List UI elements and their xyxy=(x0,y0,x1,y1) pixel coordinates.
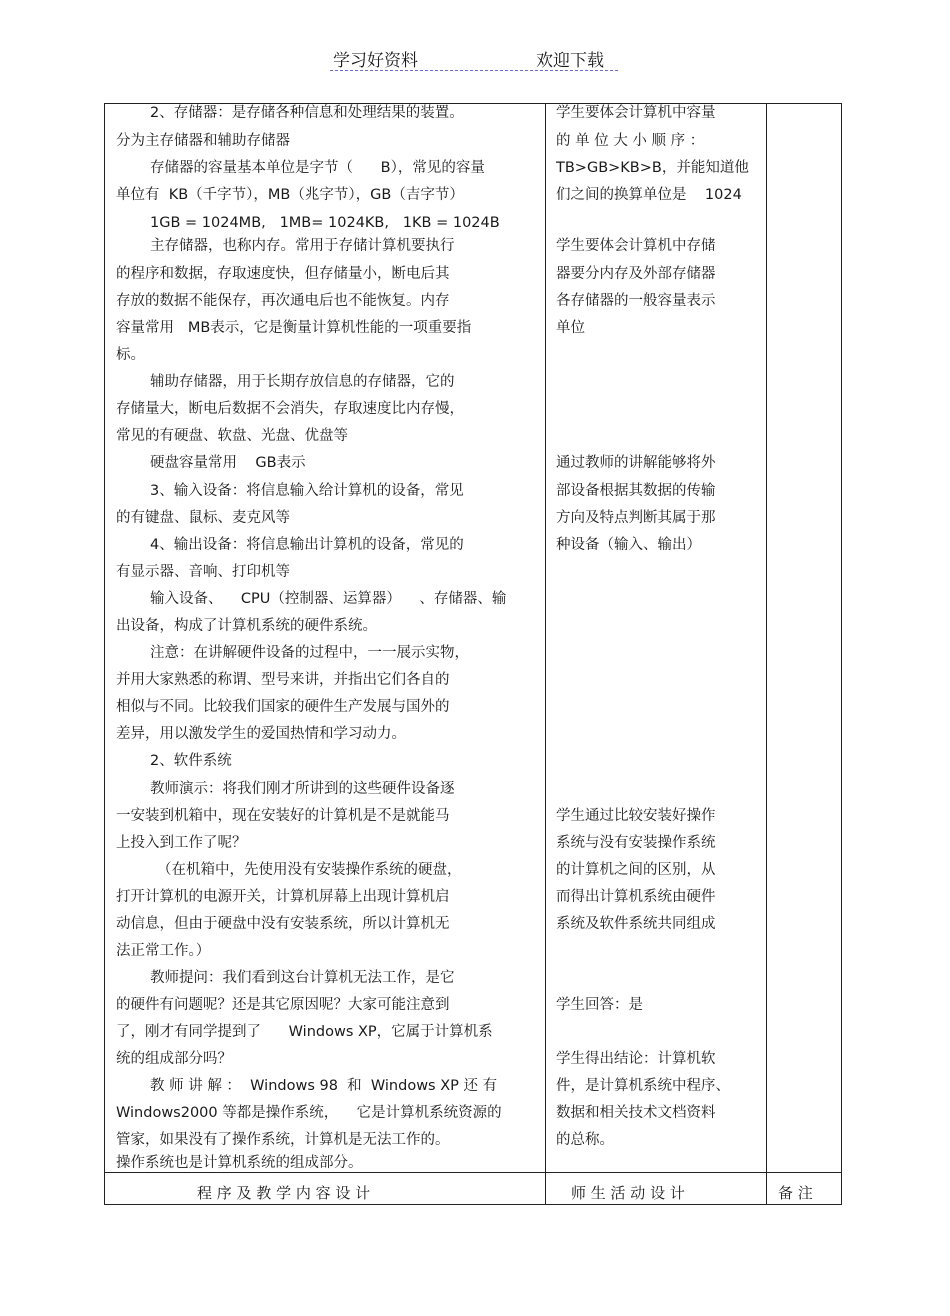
activity-line: TB>GB>KB>B，并能知道他 xyxy=(556,160,749,176)
content-line: 容量常用 MB表示，它是衡量计算机性能的一项重要指 xyxy=(116,320,472,336)
activity-line: 种设备（输入、输出） xyxy=(556,537,701,553)
content-line: 辅助存储器，用于长期存放信息的存储器，它的 xyxy=(150,374,455,390)
content-line: 标。 xyxy=(116,347,145,363)
content-line: 并用大家熟悉的称谓、型号来讲，并指出它们各自的 xyxy=(116,672,450,688)
activity-line: 学生要体会计算机中容量 xyxy=(556,105,716,121)
activity-line: 的总称。 xyxy=(556,1132,614,1148)
content-line: 打开计算机的电源开关，计算机屏幕上出现计算机启 xyxy=(116,889,450,905)
content-line: 常见的有硬盘、软盘、光盘、优盘等 xyxy=(116,428,348,444)
activity-line: 而得出计算机系统由硬件 xyxy=(556,889,716,905)
content-line: 4、输出设备：将信息输出计算机的设备，常见的 xyxy=(150,537,464,553)
content-line: 教师演示：将我们刚才所讲到的这些硬件设备逐 xyxy=(150,781,455,797)
activity-line: 学生通过比较安装好操作 xyxy=(556,808,716,824)
content-line: 操作系统也是计算机系统的组成部分。 xyxy=(116,1155,363,1171)
content-line: 存储量大，断电后数据不会消失，存取速度比内存慢， xyxy=(116,401,464,417)
activity-line: 单位 xyxy=(556,320,585,336)
activity-line: 系统及软件系统共同组成 xyxy=(556,916,716,932)
content-line: 输入设备、 CPU（控制器、运算器） 、存储器、输 xyxy=(150,591,507,607)
content-line: 上投入到工作了呢？ xyxy=(116,835,247,851)
content-line: 2、存储器：是存储各种信息和处理结果的装置。 xyxy=(150,105,464,121)
activity-line: 方向及特点判断其属于那 xyxy=(556,510,716,526)
content-line: （在机箱中，先使用没有安装操作系统的硬盘， xyxy=(157,862,462,878)
activity-line: 学生要体会计算机中存储 xyxy=(556,238,716,254)
header-left-text: 学习好资料 xyxy=(333,51,418,71)
content-line: 主存储器，也称内存。常用于存储计算机要执行 xyxy=(150,238,455,254)
content-line: 的有键盘、鼠标、麦克风等 xyxy=(116,510,290,526)
activity-line: 部设备根据其数据的传输 xyxy=(556,483,716,499)
content-line: 法正常工作。） xyxy=(116,943,211,959)
activity-line: 们之间的换算单位是 1024 xyxy=(556,187,742,203)
content-line: 管家，如果没有了操作系统，计算机是无法工作的。 xyxy=(116,1132,450,1148)
activity-line: 数据和相关技术文档资料 xyxy=(556,1105,716,1121)
content-line: 了，刚才有同学提到了 Windows XP，它属于计算机系 xyxy=(116,1024,493,1040)
content-line: 硬盘容量常用 GB表示 xyxy=(150,455,306,471)
content-line: 的程序和数据，存取速度快，但存储量小，断电后其 xyxy=(116,266,450,282)
content-line: 出设备，构成了计算机系统的硬件系统。 xyxy=(116,618,377,634)
footer-notes-heading: 备 注 xyxy=(778,1184,813,1202)
activity-line: 系统与没有安装操作系统 xyxy=(556,835,716,851)
activity-line: 通过教师的讲解能够将外 xyxy=(556,455,716,471)
content-line: 一安装到机箱中，现在安装好的计算机是不是就能马 xyxy=(116,808,450,824)
content-line: 存储器的容量基本单位是字节（ B），常见的容量 xyxy=(150,160,485,176)
activity-line: 的 单 位 大 小 顺 序 ： xyxy=(556,133,705,149)
content-line: 动信息，但由于硬盘中没有安装系统，所以计算机无 xyxy=(116,916,450,932)
content-line: 差异，用以激发学生的爱国热情和学习动力。 xyxy=(116,726,406,742)
activity-line: 器要分内存及外部存储器 xyxy=(556,266,716,282)
activity-line: 各存储器的一般容量表示 xyxy=(556,293,716,309)
page-header xyxy=(0,42,950,72)
content-line: 3、输入设备：将信息输入给计算机的设备，常见 xyxy=(150,483,464,499)
content-line: 的硬件有问题呢？还是其它原因呢？大家可能注意到 xyxy=(116,997,450,1013)
header-dashed-rule xyxy=(330,70,618,71)
content-line: 教 师 讲 解 ： Windows 98 和 Windows XP 还 有 xyxy=(150,1078,498,1094)
footer-activity-heading: 师 生 活 动 设 计 xyxy=(571,1184,685,1202)
activity-line: 件，是计算机系统中程序、 xyxy=(556,1078,730,1094)
content-line: 注意：在讲解硬件设备的过程中，一一展示实物， xyxy=(150,645,469,661)
column-divider xyxy=(545,104,546,1204)
content-line: 有显示器、音响、打印机等 xyxy=(116,564,290,580)
footer-content-heading: 程 序 及 教 学 内 容 设 计 xyxy=(197,1184,371,1202)
content-line: 相似与不同。比较我们国家的硬件生产发展与国外的 xyxy=(116,699,450,715)
content-line: 存放的数据不能保存，再次通电后也不能恢复。内存 xyxy=(116,293,450,309)
column-divider xyxy=(766,104,767,1204)
content-line: 单位有 KB（千字节），MB（兆字节），GB（吉字节） xyxy=(116,187,464,203)
content-line: 统的组成部分吗？ xyxy=(116,1051,232,1067)
content-line: 分为主存储器和辅助存储器 xyxy=(116,133,290,149)
lesson-table xyxy=(104,103,842,1205)
content-line: Windows2000 等都是操作系统， 它是计算机系统资源的 xyxy=(116,1105,502,1121)
content-line: 教师提问：我们看到这台计算机无法工作，是它 xyxy=(150,970,455,986)
content-line: 1GB = 1024MB, 1MB= 1024KB, 1KB = 1024B xyxy=(150,215,500,231)
content-line: 2、软件系统 xyxy=(150,753,232,769)
header-right-text: 欢迎下载 xyxy=(536,51,604,71)
activity-line: 学生回答：是 xyxy=(556,997,643,1013)
activity-line: 的计算机之间的区别，从 xyxy=(556,862,716,878)
activity-line: 学生得出结论：计算机软 xyxy=(556,1051,716,1067)
